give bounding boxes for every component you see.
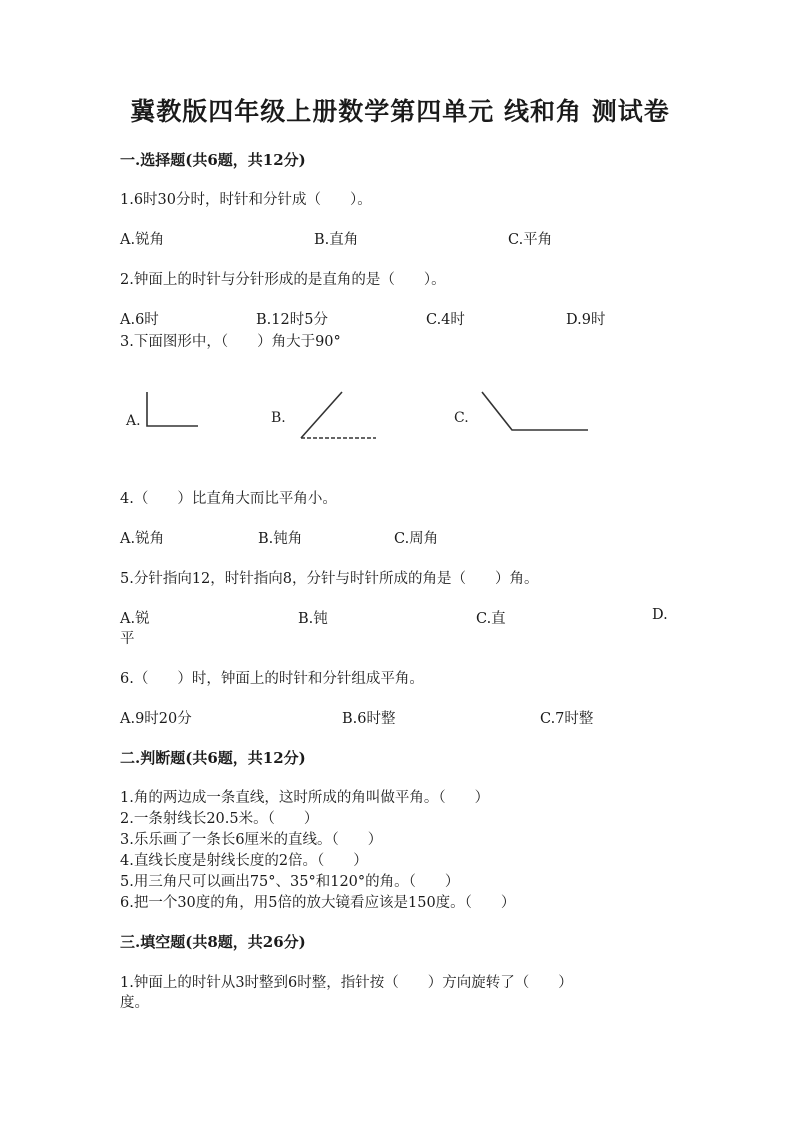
option-1-2-c: C.4时: [426, 312, 465, 328]
option-1-5-a: A.锐: [120, 611, 150, 627]
option-1-1-b: B.直角: [314, 232, 359, 248]
option-1-4-a: A.锐角: [120, 531, 165, 547]
option-1-2-d: D.9时: [566, 312, 606, 328]
judge-item-1: 1.角的两边成一条直线，这时所成的角叫做平角。（ ）: [120, 790, 490, 806]
obtuse-angle-figure: [482, 392, 588, 430]
figure-label-a: A.: [126, 413, 141, 429]
question-1-2: 2.钟面上的时针与分针形成的是直角的是（ ）。: [120, 272, 446, 288]
figure-label-c: C.: [454, 410, 469, 426]
figure-label-b: B.: [271, 410, 286, 426]
judge-item-3: 3.乐乐画了一条长6厘米的直线。（ ）: [120, 832, 383, 848]
option-1-6-a: A.9时20分: [120, 711, 192, 727]
question-1-6: 6.（ ）时，钟面上的时针和分针组成平角。: [120, 671, 424, 687]
angle-figures-svg: [118, 380, 618, 450]
fill-question-1-line-2: 度。: [120, 995, 149, 1011]
right-angle-figure: [147, 392, 198, 426]
option-1-5-d-text: 平: [120, 631, 135, 647]
section-heading-choice: 一.选择题(共6题，共12分): [120, 151, 306, 169]
question-1-3: 3.下面图形中，（ ）角大于90°: [120, 334, 341, 350]
judge-item-6: 6.把一个30度的角，用5倍的放大镜看应该是150度。（ ）: [120, 895, 516, 911]
question-1-1: 1.6时30分时，时针和分针成（ ）。: [120, 192, 372, 208]
option-1-6-c: C.7时整: [540, 711, 594, 727]
judge-item-5: 5.用三角尺可以画出75°、35°和120°的角。（ ）: [120, 874, 460, 890]
section-heading-judge: 二.判断题(共6题，共12分): [120, 749, 306, 767]
option-1-5-d: D.: [652, 607, 668, 623]
option-1-1-c: C.平角: [508, 232, 553, 248]
fill-question-1-line-1: 1.钟面上的时针从3时整到6时整，指针按（ ）方向旋转了（ ）: [120, 975, 573, 991]
question-1-4: 4.（ ）比直角大而比平角小。: [120, 491, 337, 507]
judge-item-2: 2.一条射线长20.5米。（ ）: [120, 811, 319, 827]
judge-item-4: 4.直线长度是射线长度的2倍。（ ）: [120, 853, 368, 869]
option-1-4-c: C.周角: [394, 531, 439, 547]
page-title: 冀教版四年级上册数学第四单元 线和角 测试卷: [130, 97, 670, 126]
question-1-5: 5.分针指向12，时针指向8，分针与时针所成的角是（ ）角。: [120, 571, 539, 587]
option-1-6-b: B.6时整: [342, 711, 396, 727]
option-1-4-b: B.钝角: [258, 531, 303, 547]
option-1-5-b: B.钝: [298, 611, 328, 627]
option-1-2-a: A.6时: [120, 312, 159, 328]
section-heading-fill: 三.填空题(共8题，共26分): [120, 933, 306, 951]
option-1-5-c: C.直: [476, 611, 506, 627]
option-1-1-a: A.锐角: [120, 232, 165, 248]
acute-angle-ray: [301, 392, 342, 438]
option-1-2-b: B.12时5分: [256, 312, 328, 328]
angle-figures: [118, 380, 618, 450]
